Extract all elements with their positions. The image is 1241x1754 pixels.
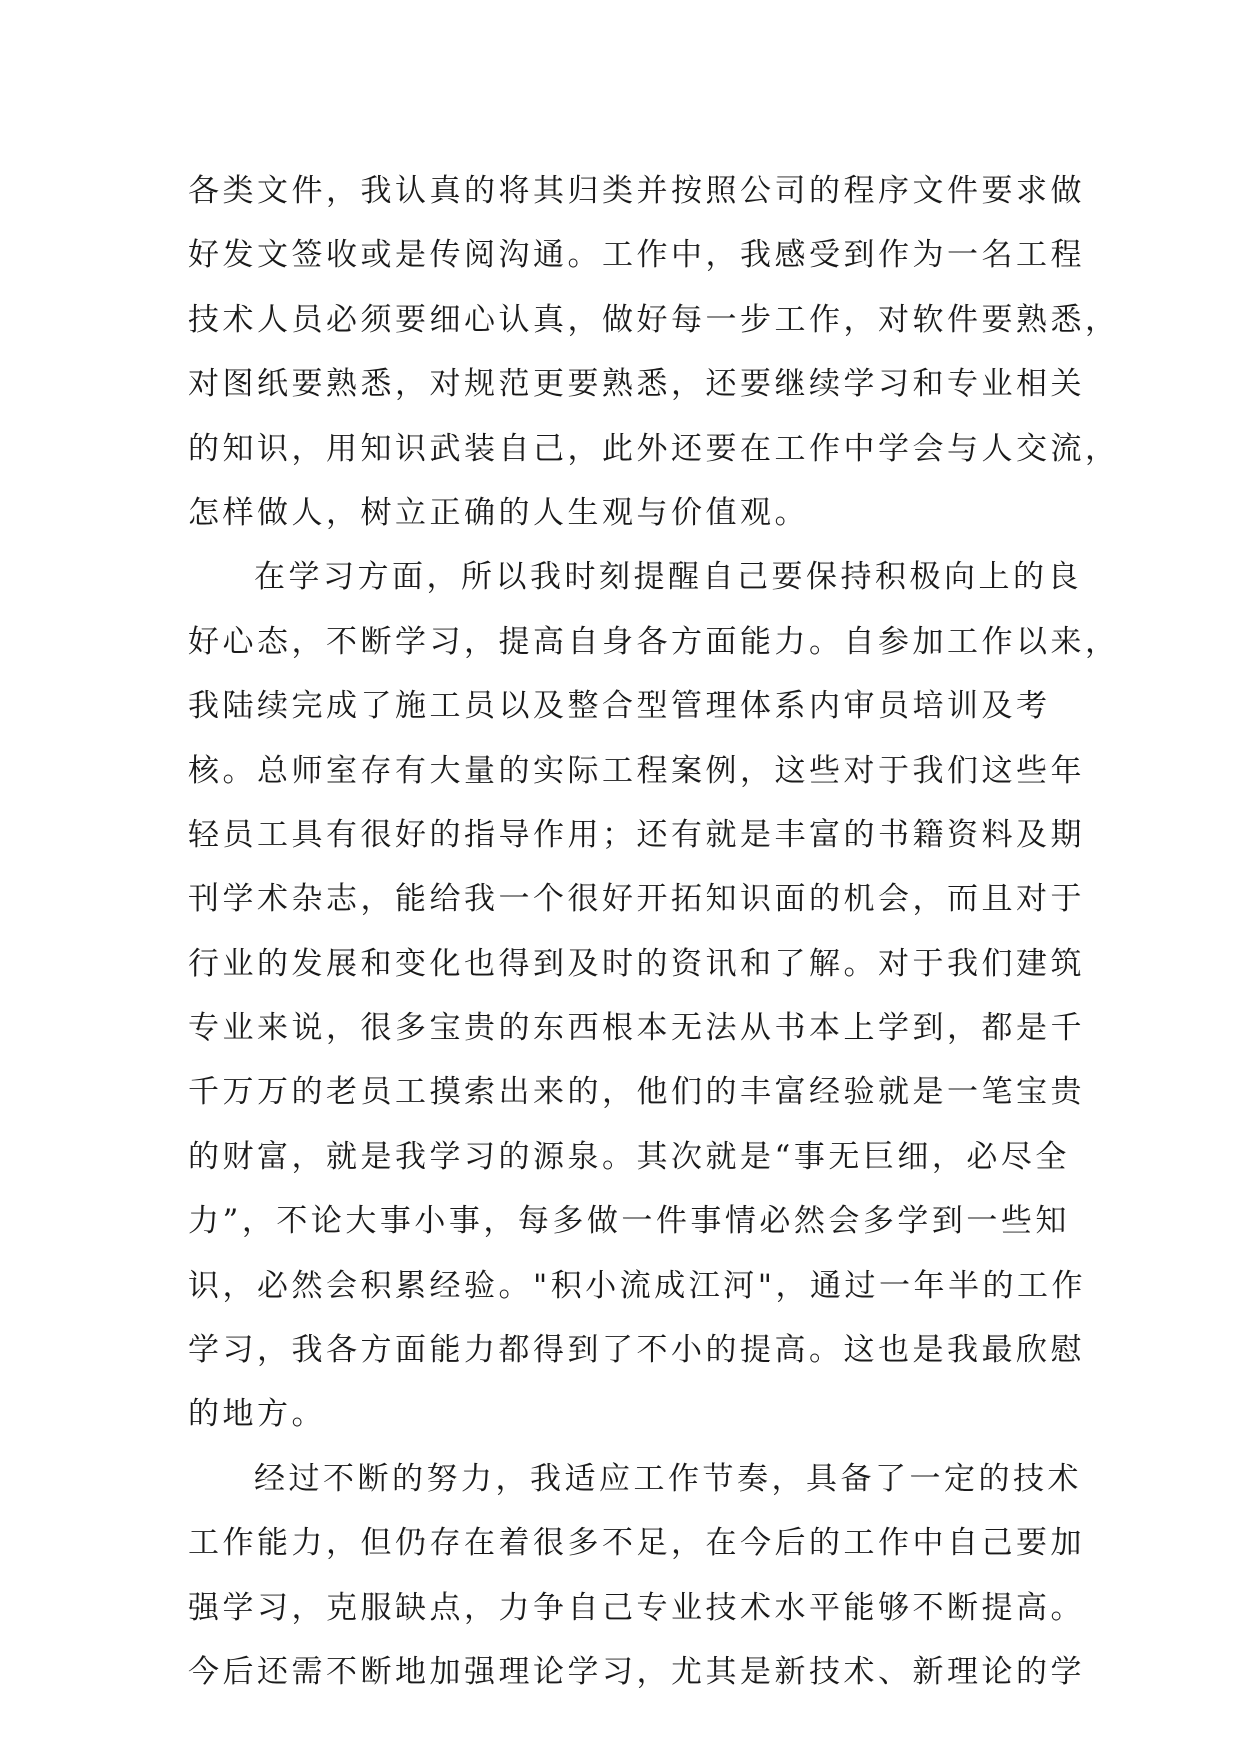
text-line: 好心态，不断学习，提高自身各方面能力。自参加工作以来， [188,623,1120,660]
text-line: 怎样做人，树立正确的人生观与价值观。 [188,494,809,531]
text-line: 各类文件，我认真的将其归类并按照公司的程序文件要求做 [188,173,1085,209]
paragraph-first-line: 经过不断的努力，我适应工作节奏，具备了一定的技术 [254,1460,1082,1497]
text-line: 行业的发展和变化也得到及时的资讯和了解。对于我们建筑 [188,945,1085,982]
text-line: 专业来说，很多宝贵的东西根本无法从书本上学到，都是千 [188,1010,1085,1047]
text-line: 核。总师室存有大量的实际工程案例，这些对于我们这些年 [188,752,1085,789]
text-line: 千万万的老员工摸索出来的，他们的丰富经验就是一笔宝贵 [188,1074,1085,1111]
text-line: 学习，我各方面能力都得到了不小的提高。这也是我最欣慰 [188,1332,1085,1369]
text-line: 我陆续完成了施工员以及整合型管理体系内审员培训及考 [188,688,1051,725]
body-text [188,159,1120,1704]
paragraph-first-line: 在学习方面，所以我时刻提醒自己要保持积极向上的良 [254,559,1082,596]
text-line: 轻员工具有很好的指导作用；还有就是丰富的书籍资料及期 [188,816,1085,853]
text-line: 的地方。 [188,1396,326,1433]
text-line: 力”，不论大事小事，每多做一件事情必然会多学到一些知 [188,1203,1070,1240]
text-line: 今后还需不断地加强理论学习，尤其是新技术、新理论的学 [188,1653,1085,1690]
text-line: 的知识，用知识武装自己，此外还要在工作中学会与人交流， [188,430,1120,467]
text-line: 刊学术杂志，能给我一个很好开拓知识面的机会，而且对于 [188,881,1085,918]
text-line: 识，必然会积累经验。"积小流成江河"，通过一年半的工作 [188,1267,1087,1304]
text-line: 对图纸要熟悉，对规范更要熟悉，还要继续学习和专业相关 [188,366,1085,403]
text-line: 好发文签收或是传阅沟通。工作中，我感受到作为一名工程 [188,237,1085,274]
text-line: 技术人员必须要细心认真，做好每一步工作，对软件要熟悉， [188,301,1120,338]
text-line: 强学习，克服缺点，力争自己专业技术水平能够不断提高。 [188,1589,1085,1626]
text-line: 的财富，就是我学习的源泉。其次就是“事无巨细，必尽全 [188,1138,1070,1175]
text-line: 工作能力，但仍存在着很多不足，在今后的工作中自己要加 [188,1525,1085,1562]
